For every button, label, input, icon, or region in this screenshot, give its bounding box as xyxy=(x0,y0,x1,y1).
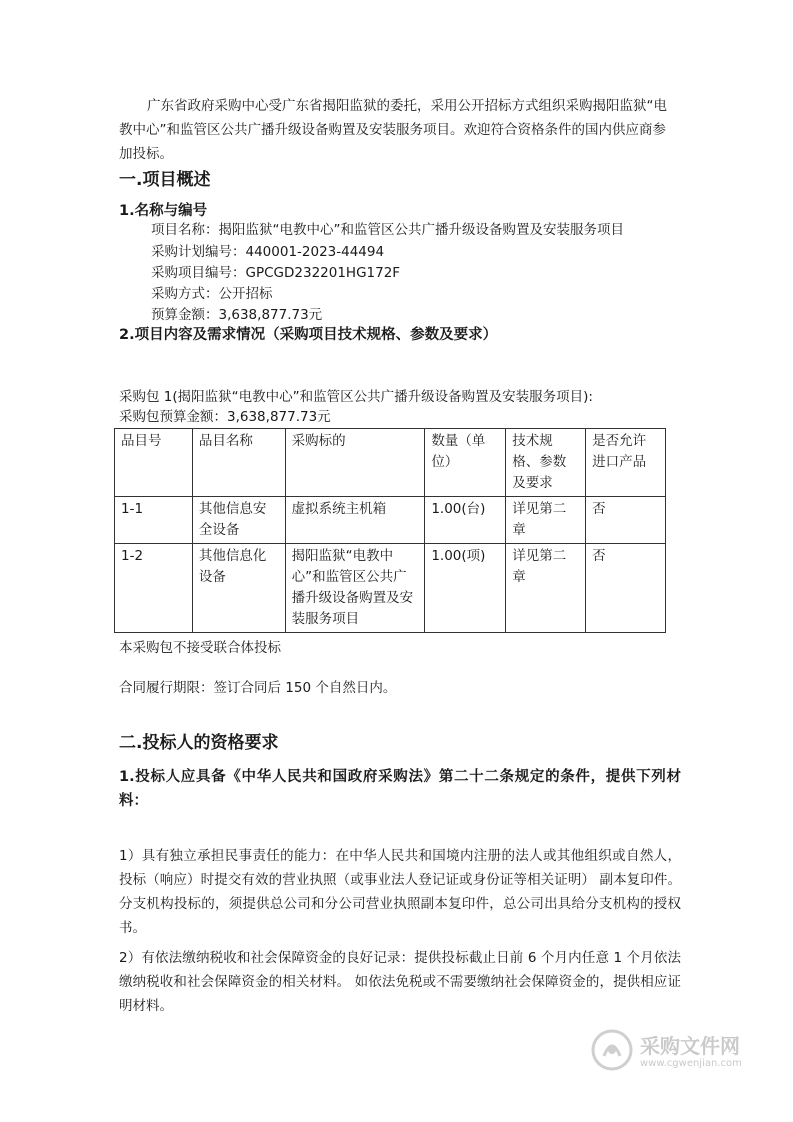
section2-title: 二.投标人的资格要求 xyxy=(119,733,279,753)
qualification-item-1: 1）具有独立承担民事责任的能力：在中华人民共和国境内注册的法人或其他组织或自然人，投标（响应）时提交有效的营业执照（或事业法人登记证或身份证等相关证明） 副本复印件。分支机构投标的，须提供总公司和分公司营业执照副本复印件，总公司出具给分支机构的授权书。 xyxy=(119,848,681,936)
watermark-url: www.cgwenjian.com xyxy=(640,1058,742,1069)
field-budget: 预算金额：3,638,877.73元 xyxy=(151,307,323,323)
table-header-cell: 技术规格、参数及要求 xyxy=(506,429,586,497)
table-cell: 详见第二章 xyxy=(506,544,586,633)
table-cell: 虚拟系统主机箱 xyxy=(285,497,425,544)
section1-title: 一.项目概述 xyxy=(119,170,211,190)
intro-paragraph: 广东省政府采购中心受广东省揭阳监狱的委托，采用公开招标方式组织采购揭阳监狱“电教中心”和监管区公共广播升级设备购置及安装服务项目。欢迎符合资格条件的国内供应商参加投标。 xyxy=(119,98,667,162)
table-cell: 1.00(台) xyxy=(425,497,506,544)
table-cell: 否 xyxy=(586,497,666,544)
table-header-cell: 品目名称 xyxy=(192,429,285,497)
table-header-cell: 采购标的 xyxy=(285,429,425,497)
section1-sub1-title: 1.名称与编号 xyxy=(119,203,208,219)
table-header-row xyxy=(115,429,666,497)
field-project-name: 项目名称：揭阳监狱“电教中心”和监管区公共广播升级设备购置及安装服务项目 xyxy=(151,222,624,238)
table-cell: 详见第二章 xyxy=(506,497,586,544)
field-project-number: 采购项目编号：GPCGD232201HG172F xyxy=(151,265,401,281)
table-cell: 否 xyxy=(586,544,666,633)
no-consortium-note: 本采购包不接受联合体投标 xyxy=(119,640,281,656)
table-cell: 揭阳监狱“电教中心”和监管区公共广播升级设备购置及安装服务项目 xyxy=(285,544,425,633)
table-header-cell: 数量（单位） xyxy=(425,429,506,497)
contract-term: 合同履行期限：签订合同后 150 个自然日内。 xyxy=(119,680,397,696)
qualification-item-2: 2）有依法缴纳税收和社会保障资金的良好记录：提供投标截止日前 6 个月内任意 1 个月依法缴纳税收和社会保障资金的相关材料。 如依法免税或不需要缴纳社会保障资金的，提供相应证明材料。 xyxy=(119,950,681,1014)
section1-sub2-title: 2.项目内容及需求情况（采购项目技术规格、参数及要求） xyxy=(119,327,498,343)
table-cell: 1.00(项) xyxy=(425,544,506,633)
table-cell: 其他信息安全设备 xyxy=(192,497,285,544)
table-row xyxy=(115,497,666,544)
requirements-table xyxy=(114,428,666,633)
cgwenjian-logo-icon xyxy=(590,1028,634,1072)
package-line: 采购包 1(揭阳监狱“电教中心”和监管区公共广播升级设备购置及安装服务项目): xyxy=(119,389,593,405)
table-header-cell: 是否允许进口产品 xyxy=(586,429,666,497)
table-cell: 1-2 xyxy=(115,544,193,633)
watermark-title: 采购文件网 xyxy=(640,1034,740,1058)
table-header-cell: 品目号 xyxy=(115,429,193,497)
table-row xyxy=(115,544,666,633)
watermark xyxy=(588,1024,758,1080)
table-cell: 其他信息化设备 xyxy=(192,544,285,633)
field-method: 采购方式：公开招标 xyxy=(151,286,273,302)
table-cell: 1-1 xyxy=(115,497,193,544)
section2-sub1-title: 1.投标人应具备《中华人民共和国政府采购法》第二十二条规定的条件，提供下列材料： xyxy=(119,769,681,809)
package-budget: 采购包预算金额：3,638,877.73元 xyxy=(119,409,331,425)
field-plan-number: 采购计划编号：440001-2023-44494 xyxy=(151,244,385,260)
